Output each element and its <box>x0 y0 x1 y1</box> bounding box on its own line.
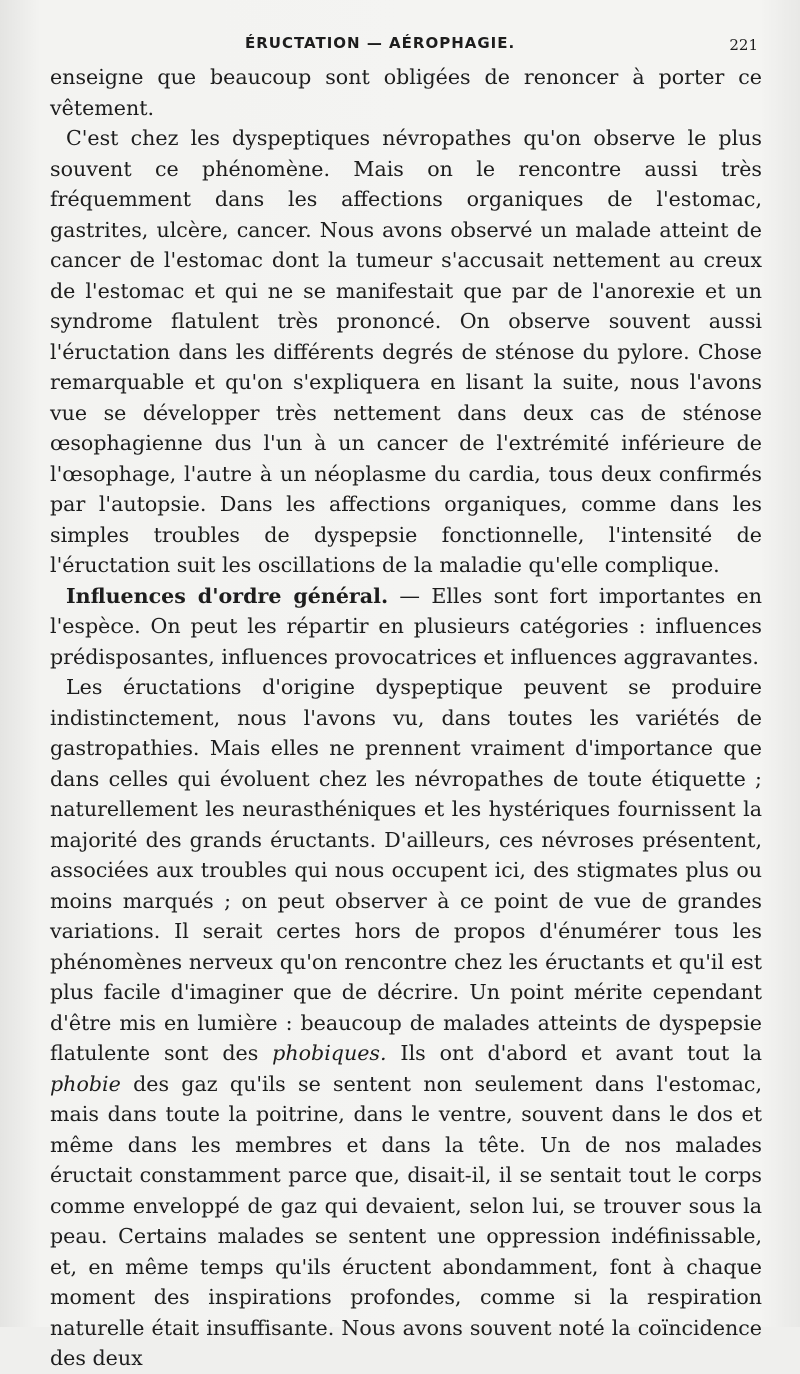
body-text <box>50 62 762 1374</box>
eructations-text-a: Les éructations d'origine dyspeptique peuvent se produire indistinctement, nous l'avons vu, dans toutes les variétés de gastropathies. Mais elles ne prennent vraiment d'importance que dans celles qui évoluent chez les névropathes de toute étiquette ; naturellement les neurasthéniques et les hystériques fournissent la majorité des grands éructants. D'ailleurs, ces névroses présentent, associées aux troubles qui nous occupent ici, des stigmates plus ou moins marqués ; on peut observer à ce point de vue de grandes variations. Il serait certes hors de propos d'énumérer tous les phénomènes nerveux qu'on rencontre chez les éructants et qu'il est plus facile d'imaginer que de décrire. Un point mérite cependant d'être mis en lumière : beaucoup de malades atteints de dyspepsie flatulente sont des <box>50 675 762 1065</box>
paragraph-dyspeptiques: C'est chez les dyspeptiques névropathes qu'on observe le plus souvent ce phénomène. Mais on le rencontre aussi très fréquemment dans les affections organiques de l'estomac, gastrites, ulcère, cancer. Nous avons observé un malade atteint de cancer de l'estomac dont la tumeur s'accusait nettement au creux de l'estomac et qui ne se manifestait que par de l'anorexie et un syndrome flatulent très prononcé. On observe souvent aussi l'éructation dans les différents degrés de sténose du pylore. Chose remarquable et qu'on s'expliquera en lisant la suite, nous l'avons vue se développer très nettement dans deux cas de sténose œsophagienne dus l'un à un cancer de l'extrémité inférieure de l'œsophage, l'autre à un néoplasme du cardia, tous deux confirmés par l'autopsie. Dans les affections organiques, comme dans les simples troubles de dyspepsie fonctionnelle, l'intensité de l'éructation suit les oscillations de la maladie qu'elle complique. <box>50 126 762 577</box>
page-number: 221 <box>729 36 758 54</box>
paragraph-continuation: enseigne que beaucoup sont obligées de renoncer à porter ce vêtement. <box>50 65 762 120</box>
running-head <box>50 30 762 60</box>
emphasis-phobiques: phobiques. <box>272 1041 387 1065</box>
emphasis-phobie: phobie <box>50 1071 121 1096</box>
section-heading: Influences d'ordre général. <box>66 583 389 608</box>
paragraph-influences <box>50 581 762 673</box>
section-heading-text: — Elles sont fort importantes en l'espèce. On peut les répartir en plusieurs catégories : influences prédisposantes, influences provocatrices et influences aggravantes. <box>50 583 762 669</box>
running-title: ÉRUCTATION — AÉROPHAGIE. <box>245 34 516 52</box>
paragraph-eructations <box>50 672 762 1374</box>
eructations-text-c: des gaz qu'ils se sentent non seulement dans l'estomac, mais dans toute la poitrine, dans le ventre, souvent dans le dos et même dans les membres et dans la tête. Un de nos malades éructait constamment parce que, disait-il, il se sentait tout le corps comme enveloppé de gaz qui devaient, selon lui, se trouver sous la peau. Certains malades se sentent une oppression indéfinissable, et, en même temps qu'ils éructent abondamment, font à chaque moment des inspirations profondes, comme si la respiration naturelle était insuffisante. Nous avons souvent noté la coïncidence des deux <box>50 1071 762 1370</box>
eructations-text-b: Ils ont d'abord et avant tout la <box>386 1041 762 1065</box>
